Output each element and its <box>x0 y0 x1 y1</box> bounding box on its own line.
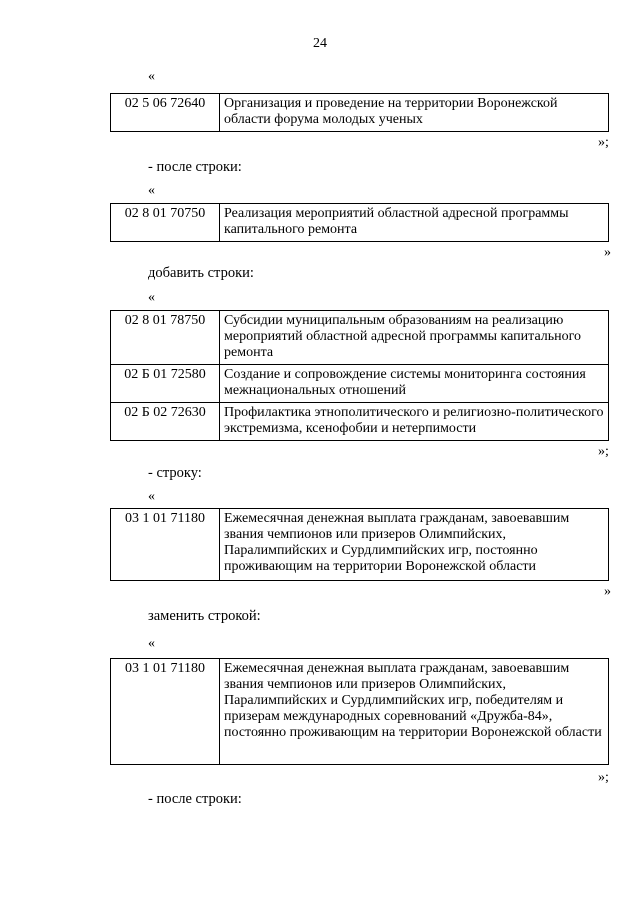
section-heading: добавить строки: <box>148 265 254 281</box>
close-quote: »; <box>598 444 609 459</box>
budget-item-text: Ежемесячная денежная выплата гражданам, завоевавшим звания чемпионов или призеров Олимпийских, Паралимпийских и Сурдлимпийских игр, победителям и призерам международных соревнований «Дружба-84», постоянно проживающим на территории Воронежской области <box>220 659 609 765</box>
section-heading: заменить строкой: <box>148 608 261 624</box>
budget-item-text: Профилактика этнополитического и религиозно-политического экстремизма, ксенофобии и нетерпимости <box>220 403 609 441</box>
open-quote: « <box>148 489 155 504</box>
budget-item-text: Создание и сопровождение системы мониторинга состояния межнациональных отношений <box>220 365 609 403</box>
budget-code: 02 Б 01 72580 <box>111 365 220 403</box>
open-quote: « <box>148 183 155 198</box>
budget-code-table <box>110 310 609 441</box>
budget-code-table <box>110 203 609 242</box>
close-quote: »; <box>598 135 609 150</box>
section-heading: - после строки: <box>148 791 242 807</box>
page-number: 24 <box>313 36 327 51</box>
table-row <box>111 659 609 765</box>
open-quote: « <box>148 69 155 84</box>
budget-code: 03 1 01 71180 <box>111 659 220 765</box>
budget-code: 02 Б 02 72630 <box>111 403 220 441</box>
close-quote: »; <box>598 770 609 785</box>
budget-code: 02 5 06 72640 <box>111 94 220 132</box>
budget-code-table <box>110 93 609 132</box>
table-row <box>111 365 609 403</box>
budget-code: 02 8 01 78750 <box>111 311 220 365</box>
budget-code-table <box>110 658 609 765</box>
budget-item-text: Организация и проведение на территории Воронежской области форума молодых ученых <box>220 94 609 132</box>
table-row <box>111 403 609 441</box>
budget-item-text: Ежемесячная денежная выплата гражданам, завоевавшим звания чемпионов или призеров Олимпийских, Паралимпийских и Сурдлимпийских игр, постоянно проживающим на территории Воронежской области <box>220 509 609 581</box>
table-row <box>111 204 609 242</box>
budget-item-text: Реализация мероприятий областной адресной программы капитального ремонта <box>220 204 609 242</box>
table-row <box>111 509 609 581</box>
open-quote: « <box>148 290 155 305</box>
section-heading: - после строки: <box>148 159 242 175</box>
open-quote: « <box>148 636 155 651</box>
table-row <box>111 311 609 365</box>
section-heading: - строку: <box>148 465 202 481</box>
budget-code-table <box>110 508 609 581</box>
budget-item-text: Субсидии муниципальным образованиям на реализацию мероприятий областной адресной программы капитального ремонта <box>220 311 609 365</box>
budget-code: 02 8 01 70750 <box>111 204 220 242</box>
close-quote: » <box>604 245 611 260</box>
table-row <box>111 94 609 132</box>
budget-code: 03 1 01 71180 <box>111 509 220 581</box>
close-quote: » <box>604 584 611 599</box>
